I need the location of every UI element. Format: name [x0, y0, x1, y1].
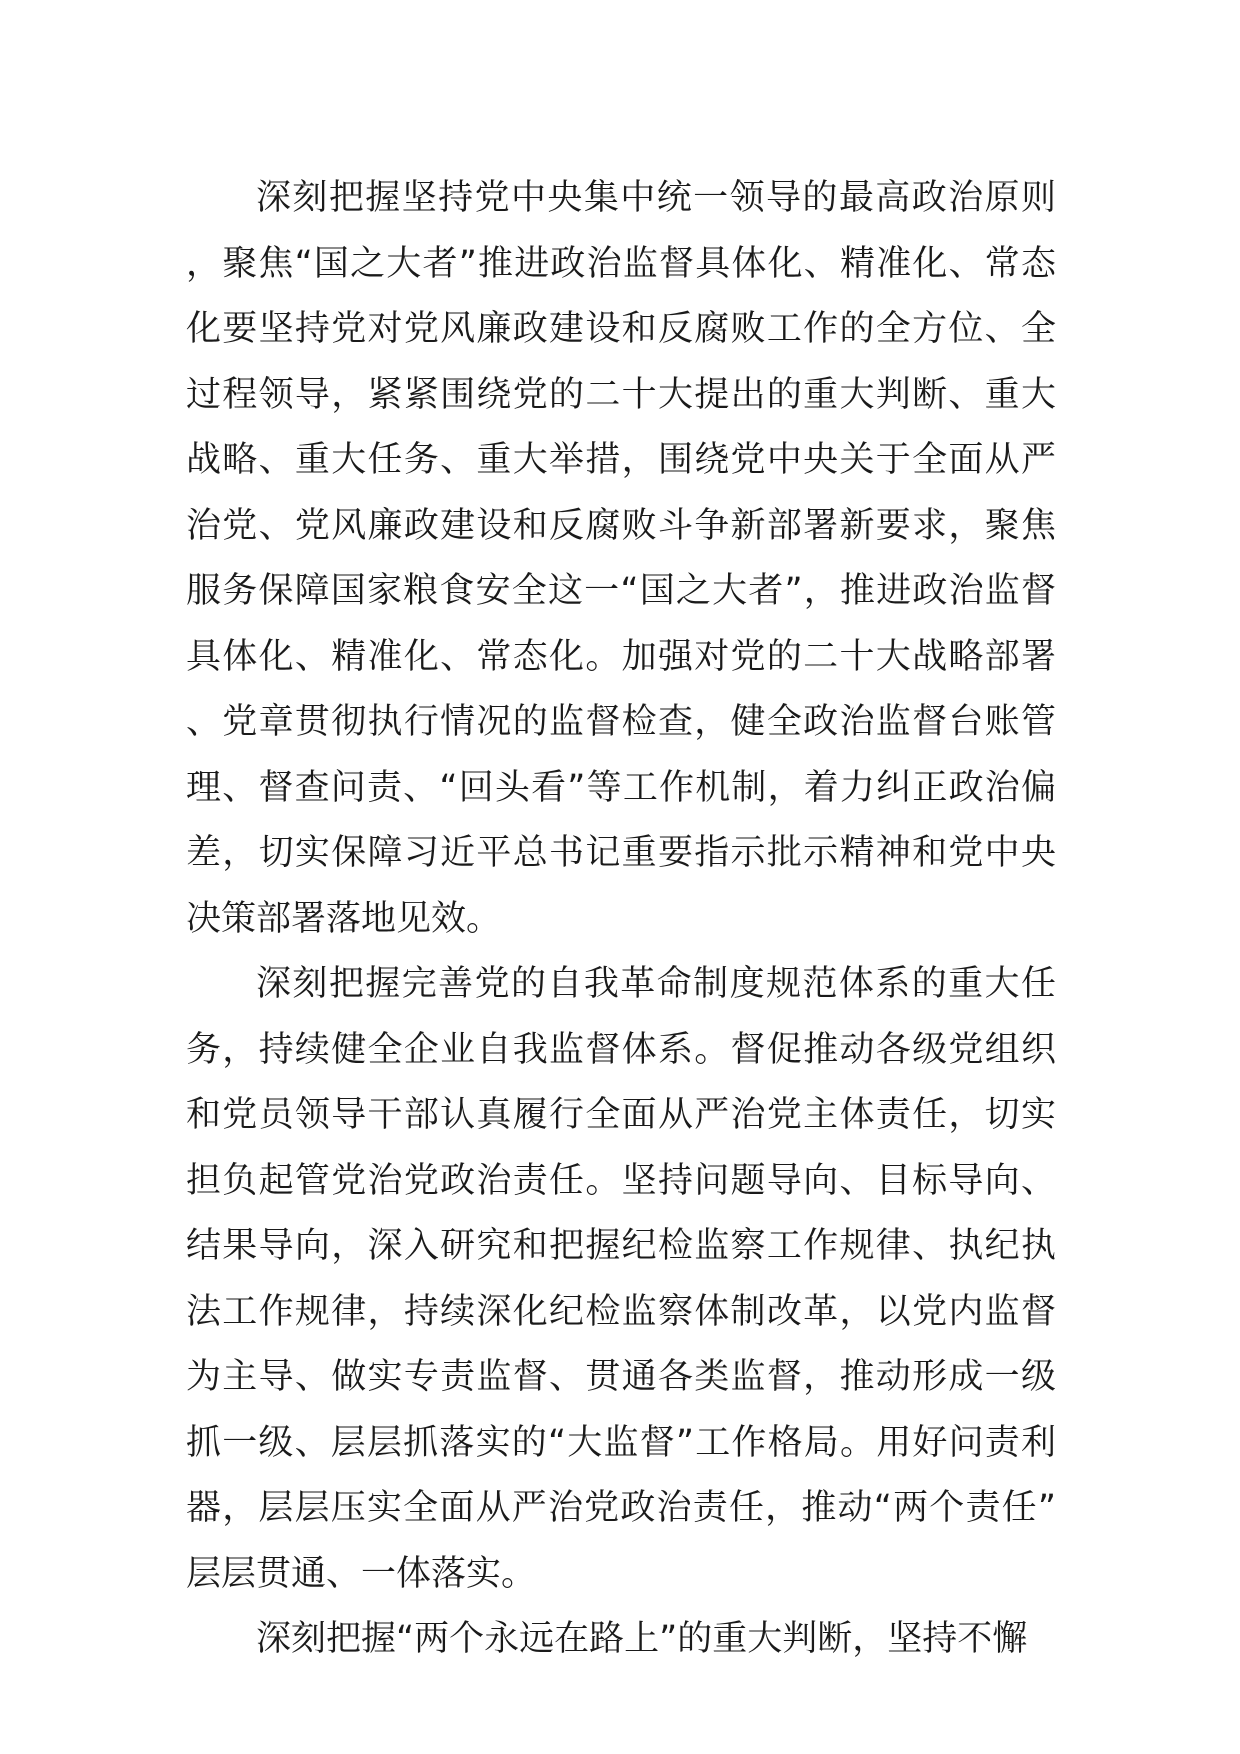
paragraph-two-forever-on-the-road: 深刻把握“两个永远在路上”的重大判断，坚持不懈 [256, 1619, 1028, 1659]
paragraph-self-supervision-system: 深刻把握完善党的自我革命制度规范体系的重大任务，持续健全企业自我监督体系。督促推动各级党组织和党员领导干部认真履行全面从严治党主体责任，切实担负起管党治党政治责任。坚持问题导向、目标导向、结果导向，深入研究和把握纪检监察工作规律、执纪执法工作规律，持续深化纪检监察体制改革，以党内监督为主导、做实专责监督、贯通各类监督，推动形成一级抓一级、层层抓落实的“大监督”工作格局。用好问责利器，层层压实全面从严治党政治责任，推动“两个责任”层层贯通、一体落实。 [186, 964, 1056, 1594]
paragraph-political-supervision: 深刻把握坚持党中央集中统一领导的最高政治原则，聚焦“国之大者”推进政治监督具体化、精准化、常态化要坚持党对党风廉政建设和反腐败工作的全方位、全过程领导，紧紧围绕党的二十大提出的重大判断、重大战略、重大任务、重大举措，围绕党中央关于全面从严治党、党风廉政建设和反腐败斗争新部署新要求，聚焦服务保障国家粮食安全这一“国之大者”，推进政治监督具体化、精准化、常态化。加强对党的二十大战略部署、党章贯彻执行情况的监督检查，健全政治监督台账管理、督查问责、“回头看”等工作机制，着力纠正政治偏差，切实保障习近平总书记重要指示批示精神和党中央决策部署落地见效。 [186, 178, 1056, 939]
document-body [186, 166, 1056, 1673]
